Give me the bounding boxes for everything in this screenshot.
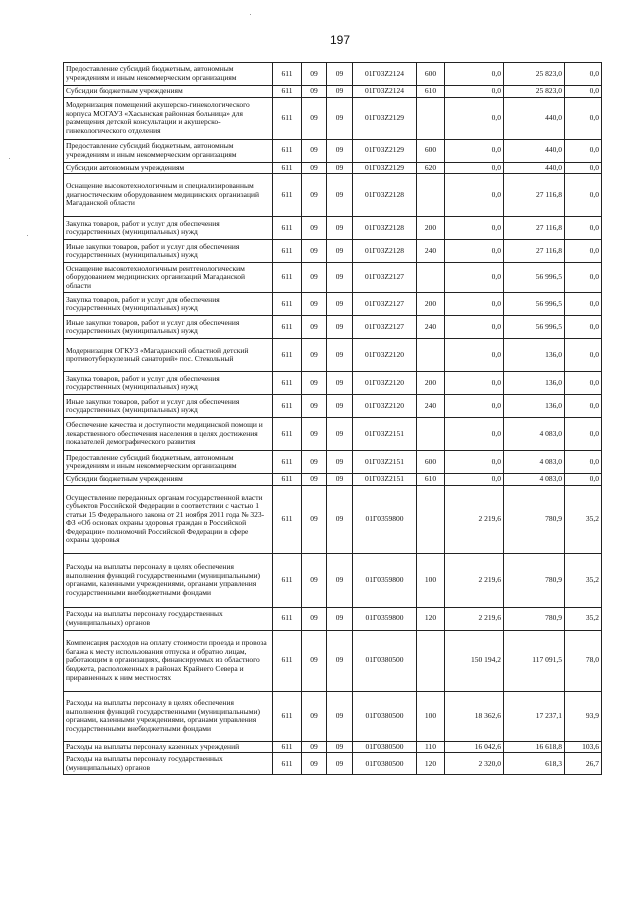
row-name: Предоставление субсидий бюджетным, автономным учреждениям и иным некоммерческим организациям (64, 63, 273, 86)
table-row (64, 451, 602, 474)
target-article: 01Г03Z2127 (353, 293, 417, 316)
amount-planned: 16 042,6 (445, 741, 504, 753)
table-row (64, 217, 602, 240)
subsection-code: 09 (327, 607, 353, 630)
row-name: Закупка товаров, работ и услуг для обеспечения государственных (муниципальных) нужд (64, 372, 273, 395)
expense-type: 600 (417, 63, 445, 86)
amount-planned: 2 320,0 (445, 753, 504, 775)
amount-actual: 136,0 (504, 372, 565, 395)
row-name: Оснащение высокотехнологичным и специализированным диагностическим оборудованием медицинских организаций Магаданской области (64, 174, 273, 217)
subsection-code: 09 (327, 139, 353, 162)
section-code: 09 (302, 240, 327, 263)
subsection-code: 09 (327, 451, 353, 474)
amount-planned: 0,0 (445, 97, 504, 139)
scan-mark (9, 158, 10, 159)
table-row (64, 418, 602, 451)
subsection-code: 09 (327, 86, 353, 98)
amount-planned: 0,0 (445, 418, 504, 451)
percent-executed: 0,0 (565, 339, 602, 372)
ministry-code: 611 (273, 240, 302, 263)
row-name: Субсидии бюджетным учреждениям (64, 474, 273, 486)
ministry-code: 611 (273, 316, 302, 339)
table-row (64, 372, 602, 395)
amount-actual: 56 996,5 (504, 316, 565, 339)
percent-executed: 0,0 (565, 63, 602, 86)
percent-executed: 0,0 (565, 395, 602, 418)
amount-planned: 0,0 (445, 339, 504, 372)
table-row (64, 395, 602, 418)
amount-actual: 4 083,0 (504, 418, 565, 451)
amount-actual: 16 618,8 (504, 741, 565, 753)
section-code: 09 (302, 63, 327, 86)
amount-actual: 27 116,8 (504, 240, 565, 263)
table-row (64, 263, 602, 293)
row-name: Осуществление переданных органам государственной власти субъектов Российской Федерации в соответствии с частью 1 статьи 15 Федерального закона от 21 ноября 2011 года № 323-ФЗ «Об основах охраны здоровья граждан в Российской Федерации» полномочий Российской Федерации в сфере охраны здоровья (64, 485, 273, 553)
amount-planned: 0,0 (445, 86, 504, 98)
expense-type: 620 (417, 162, 445, 174)
ministry-code: 611 (273, 630, 302, 691)
percent-executed: 0,0 (565, 418, 602, 451)
amount-actual: 780,9 (504, 485, 565, 553)
expense-type (417, 339, 445, 372)
amount-actual: 17 237,1 (504, 691, 565, 741)
expense-type: 610 (417, 474, 445, 486)
row-name: Модернизация помещений акушерско-гинекологического корпуса МОГАУЗ «Хасынская районная больница» для размещения детской консультации и акушерско-гинекологического отделения (64, 97, 273, 139)
subsection-code: 09 (327, 174, 353, 217)
page-number: 197 (329, 33, 351, 47)
section-code: 09 (302, 162, 327, 174)
table-row (64, 293, 602, 316)
target-article: 01Г0380500 (353, 691, 417, 741)
target-article: 01Г03Z2120 (353, 395, 417, 418)
target-article: 01Г0380500 (353, 741, 417, 753)
table-row (64, 553, 602, 607)
subsection-code: 09 (327, 630, 353, 691)
section-code: 09 (302, 139, 327, 162)
expense-type: 200 (417, 217, 445, 240)
row-name: Расходы на выплаты персоналу государственных (муниципальных) органов (64, 607, 273, 630)
expense-type: 200 (417, 293, 445, 316)
percent-executed: 0,0 (565, 162, 602, 174)
ministry-code: 611 (273, 741, 302, 753)
expense-type: 200 (417, 372, 445, 395)
amount-actual: 4 083,0 (504, 474, 565, 486)
percent-executed: 35,2 (565, 485, 602, 553)
expense-type: 120 (417, 607, 445, 630)
table-row (64, 753, 602, 775)
expense-type: 240 (417, 395, 445, 418)
row-name: Закупка товаров, работ и услуг для обеспечения государственных (муниципальных) нужд (64, 293, 273, 316)
percent-executed: 0,0 (565, 139, 602, 162)
ministry-code: 611 (273, 162, 302, 174)
target-article: 01Г03Z2124 (353, 86, 417, 98)
ministry-code: 611 (273, 691, 302, 741)
subsection-code: 09 (327, 339, 353, 372)
amount-actual: 440,0 (504, 97, 565, 139)
row-name: Иные закупки товаров, работ и услуг для обеспечения государственных (муниципальных) нужд (64, 316, 273, 339)
amount-actual: 27 116,8 (504, 217, 565, 240)
target-article: 01Г03Z2120 (353, 372, 417, 395)
amount-actual: 780,9 (504, 553, 565, 607)
ministry-code: 611 (273, 263, 302, 293)
ministry-code: 611 (273, 753, 302, 775)
expense-type: 100 (417, 691, 445, 741)
target-article: 01Г03Z2129 (353, 162, 417, 174)
section-code: 09 (302, 263, 327, 293)
table-row (64, 97, 602, 139)
ministry-code: 611 (273, 97, 302, 139)
amount-actual: 440,0 (504, 162, 565, 174)
subsection-code: 09 (327, 553, 353, 607)
section-code: 09 (302, 418, 327, 451)
section-code: 09 (302, 395, 327, 418)
section-code: 09 (302, 86, 327, 98)
row-name: Предоставление субсидий бюджетным, автономным учреждениям и иным некоммерческим организациям (64, 139, 273, 162)
target-article: 01Г03Z2120 (353, 339, 417, 372)
section-code: 09 (302, 339, 327, 372)
target-article: 01Г03Z2151 (353, 474, 417, 486)
amount-actual: 25 823,0 (504, 63, 565, 86)
target-article: 01Г03Z2129 (353, 97, 417, 139)
row-name: Закупка товаров, работ и услуг для обеспечения государственных (муниципальных) нужд (64, 217, 273, 240)
expense-type (417, 174, 445, 217)
percent-executed: 78,0 (565, 630, 602, 691)
table-row (64, 339, 602, 372)
subsection-code: 09 (327, 217, 353, 240)
section-code: 09 (302, 630, 327, 691)
expense-type (417, 263, 445, 293)
section-code: 09 (302, 485, 327, 553)
percent-executed: 0,0 (565, 217, 602, 240)
percent-executed: 0,0 (565, 86, 602, 98)
target-article: 01Г0359800 (353, 485, 417, 553)
expense-type: 600 (417, 451, 445, 474)
scan-mark (27, 235, 28, 236)
budget-table (63, 62, 602, 775)
table-row (64, 316, 602, 339)
amount-planned: 2 219,6 (445, 607, 504, 630)
row-name: Предоставление субсидий бюджетным, автономным учреждениям и иным некоммерческим организациям (64, 451, 273, 474)
section-code: 09 (302, 741, 327, 753)
table-row (64, 607, 602, 630)
table-row (64, 741, 602, 753)
table-body (64, 63, 602, 775)
percent-executed: 0,0 (565, 293, 602, 316)
subsection-code: 09 (327, 474, 353, 486)
subsection-code: 09 (327, 753, 353, 775)
amount-actual: 4 083,0 (504, 451, 565, 474)
amount-planned: 2 219,6 (445, 553, 504, 607)
amount-actual: 440,0 (504, 139, 565, 162)
section-code: 09 (302, 607, 327, 630)
percent-executed: 103,6 (565, 741, 602, 753)
target-article: 01Г03Z2129 (353, 139, 417, 162)
amount-actual: 618,3 (504, 753, 565, 775)
scan-mark (250, 14, 251, 15)
table-row (64, 474, 602, 486)
subsection-code: 09 (327, 293, 353, 316)
subsection-code: 09 (327, 372, 353, 395)
section-code: 09 (302, 691, 327, 741)
percent-executed: 0,0 (565, 316, 602, 339)
section-code: 09 (302, 553, 327, 607)
amount-planned: 18 362,6 (445, 691, 504, 741)
ministry-code: 611 (273, 63, 302, 86)
subsection-code: 09 (327, 97, 353, 139)
percent-executed: 26,7 (565, 753, 602, 775)
ministry-code: 611 (273, 607, 302, 630)
percent-executed: 0,0 (565, 174, 602, 217)
ministry-code: 611 (273, 451, 302, 474)
expense-type (417, 97, 445, 139)
subsection-code: 09 (327, 263, 353, 293)
row-name: Расходы на выплаты персоналу казенных учреждений (64, 741, 273, 753)
ministry-code: 611 (273, 86, 302, 98)
section-code: 09 (302, 372, 327, 395)
section-code: 09 (302, 753, 327, 775)
amount-planned: 0,0 (445, 263, 504, 293)
row-name: Обеспечение качества и доступности медицинской помощи и лекарственного обеспечения населения в целях достижения показателей демографического развития (64, 418, 273, 451)
ministry-code: 611 (273, 395, 302, 418)
subsection-code: 09 (327, 418, 353, 451)
percent-executed: 0,0 (565, 263, 602, 293)
target-article: 01Г0359800 (353, 607, 417, 630)
percent-executed: 0,0 (565, 240, 602, 263)
row-name: Расходы на выплаты персоналу в целях обеспечения выполнения функций государственными (муниципальными) органами, казенными учреждениями, органами управления государственными внебюджетными фондами (64, 691, 273, 741)
amount-planned: 2 219,6 (445, 485, 504, 553)
amount-planned: 0,0 (445, 217, 504, 240)
amount-planned: 0,0 (445, 474, 504, 486)
target-article: 01Г03Z2128 (353, 174, 417, 217)
section-code: 09 (302, 217, 327, 240)
expense-type (417, 418, 445, 451)
row-name: Субсидии бюджетным учреждениям (64, 86, 273, 98)
target-article: 01Г03Z2127 (353, 263, 417, 293)
amount-actual: 780,9 (504, 607, 565, 630)
ministry-code: 611 (273, 418, 302, 451)
ministry-code: 611 (273, 372, 302, 395)
row-name: Иные закупки товаров, работ и услуг для обеспечения государственных (муниципальных) нужд (64, 395, 273, 418)
target-article: 01Г03Z2151 (353, 418, 417, 451)
expense-type (417, 485, 445, 553)
expense-type: 110 (417, 741, 445, 753)
ministry-code: 611 (273, 174, 302, 217)
target-article: 01Г0380500 (353, 630, 417, 691)
percent-executed: 35,2 (565, 607, 602, 630)
expense-type: 120 (417, 753, 445, 775)
ministry-code: 611 (273, 217, 302, 240)
ministry-code: 611 (273, 553, 302, 607)
ministry-code: 611 (273, 339, 302, 372)
subsection-code: 09 (327, 316, 353, 339)
amount-planned: 0,0 (445, 451, 504, 474)
percent-executed: 0,0 (565, 451, 602, 474)
section-code: 09 (302, 97, 327, 139)
target-article: 01Г03Z2151 (353, 451, 417, 474)
expense-type (417, 630, 445, 691)
section-code: 09 (302, 293, 327, 316)
amount-actual: 56 996,5 (504, 293, 565, 316)
subsection-code: 09 (327, 741, 353, 753)
subsection-code: 09 (327, 63, 353, 86)
amount-planned: 0,0 (445, 372, 504, 395)
table-row (64, 630, 602, 691)
table-row (64, 691, 602, 741)
table-row (64, 162, 602, 174)
amount-planned: 0,0 (445, 139, 504, 162)
target-article: 01Г03Z2128 (353, 217, 417, 240)
row-name: Расходы на выплаты персоналу государственных (муниципальных) органов (64, 753, 273, 775)
row-name: Оснащение высокотехнологичным рентгенологическим оборудованием медицинских организаций Магаданской области (64, 263, 273, 293)
expense-type: 100 (417, 553, 445, 607)
table-row (64, 240, 602, 263)
table-row (64, 485, 602, 553)
amount-actual: 136,0 (504, 395, 565, 418)
target-article: 01Г0380500 (353, 753, 417, 775)
subsection-code: 09 (327, 240, 353, 263)
subsection-code: 09 (327, 395, 353, 418)
subsection-code: 09 (327, 162, 353, 174)
amount-actual: 27 116,8 (504, 174, 565, 217)
percent-executed: 0,0 (565, 474, 602, 486)
ministry-code: 611 (273, 293, 302, 316)
expense-type: 610 (417, 86, 445, 98)
section-code: 09 (302, 174, 327, 217)
expense-type: 240 (417, 316, 445, 339)
percent-executed: 93,9 (565, 691, 602, 741)
ministry-code: 611 (273, 139, 302, 162)
row-name: Субсидии автономным учреждениям (64, 162, 273, 174)
amount-actual: 117 091,5 (504, 630, 565, 691)
amount-planned: 0,0 (445, 293, 504, 316)
amount-planned: 0,0 (445, 240, 504, 263)
percent-executed: 35,2 (565, 553, 602, 607)
table-row (64, 139, 602, 162)
amount-planned: 0,0 (445, 174, 504, 217)
subsection-code: 09 (327, 691, 353, 741)
amount-actual: 25 823,0 (504, 86, 565, 98)
row-name: Модернизация ОГКУЗ «Магаданский областной детский противотуберкулезный санаторий» пос. Стекольный (64, 339, 273, 372)
target-article: 01Г03Z2127 (353, 316, 417, 339)
amount-planned: 0,0 (445, 395, 504, 418)
target-article: 01Г03Z2124 (353, 63, 417, 86)
ministry-code: 611 (273, 474, 302, 486)
ministry-code: 611 (273, 485, 302, 553)
expense-type: 600 (417, 139, 445, 162)
amount-planned: 0,0 (445, 316, 504, 339)
table-row (64, 86, 602, 98)
percent-executed: 0,0 (565, 372, 602, 395)
expense-type: 240 (417, 240, 445, 263)
amount-actual: 136,0 (504, 339, 565, 372)
row-name: Расходы на выплаты персоналу в целях обеспечения выполнения функций государственными (муниципальными) органами, казенными учреждениями, органами управления государственными внебюджетными фондами (64, 553, 273, 607)
target-article: 01Г03Z2128 (353, 240, 417, 263)
section-code: 09 (302, 316, 327, 339)
row-name: Иные закупки товаров, работ и услуг для обеспечения государственных (муниципальных) нужд (64, 240, 273, 263)
subsection-code: 09 (327, 485, 353, 553)
amount-planned: 150 194,2 (445, 630, 504, 691)
amount-planned: 0,0 (445, 63, 504, 86)
amount-actual: 56 996,5 (504, 263, 565, 293)
table-row (64, 63, 602, 86)
section-code: 09 (302, 474, 327, 486)
section-code: 09 (302, 451, 327, 474)
amount-planned: 0,0 (445, 162, 504, 174)
target-article: 01Г0359800 (353, 553, 417, 607)
row-name: Компенсация расходов на оплату стоимости проезда и провоза багажа к месту использования отпуска и обратно лицам, работающим в организациях, финансируемых из областного бюджета, расположенных в районах Крайнего Севера и приравненных к ним местностях (64, 630, 273, 691)
percent-executed: 0,0 (565, 97, 602, 139)
table-row (64, 174, 602, 217)
